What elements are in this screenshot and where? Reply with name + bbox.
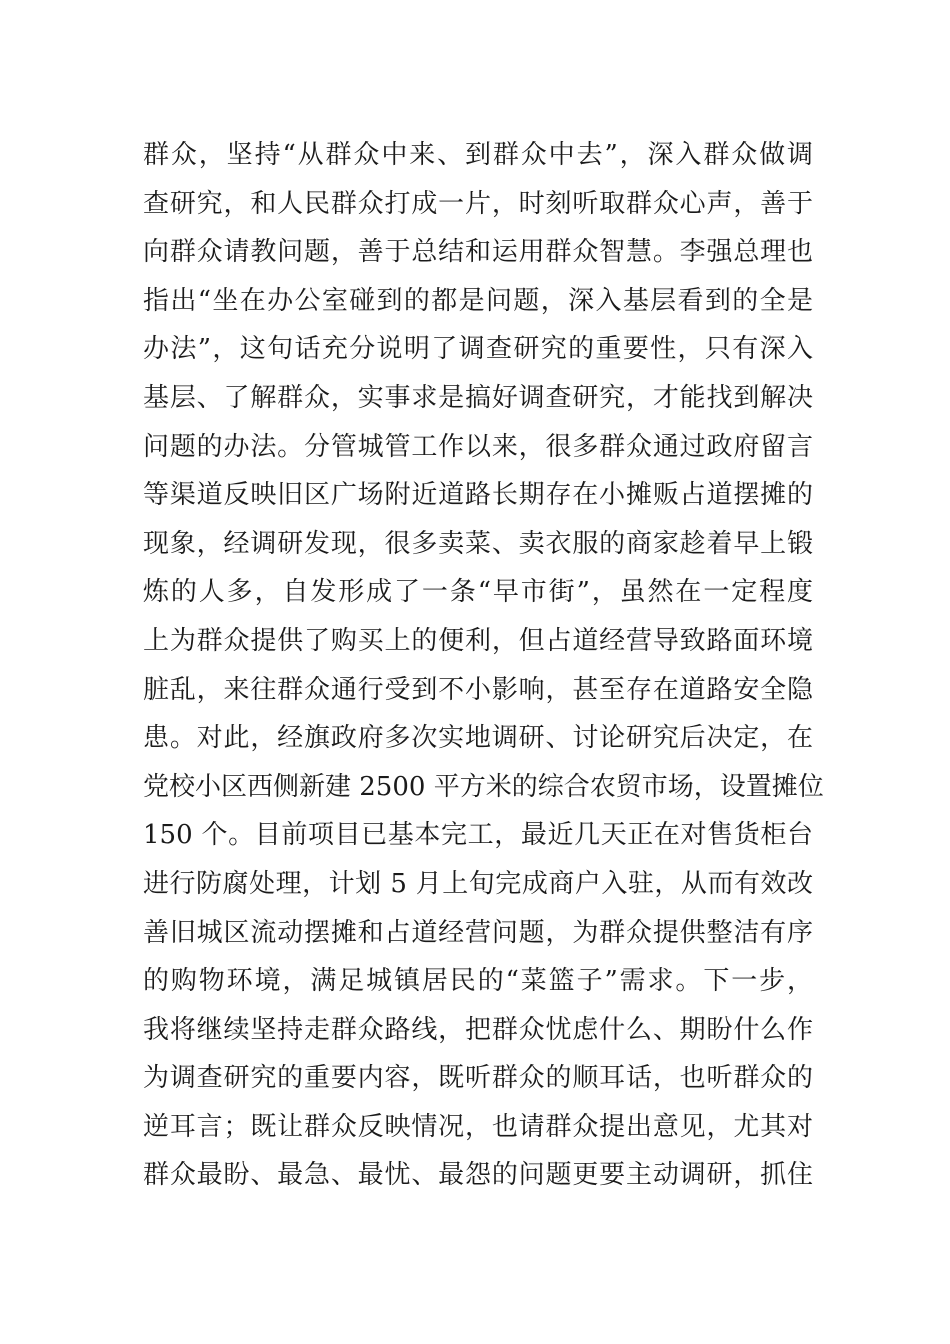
text-line-17: 善旧城区流动摆摊和占道经营问题，为群众提供整洁有序 (143, 917, 813, 948)
text-line-9: 现象，经调研发现，很多卖菜、卖衣服的商家趁着早上锻 (143, 528, 813, 559)
text-line-12: 脏乱，来往群众通行受到不小影响，甚至存在道路安全隐 (143, 674, 813, 705)
text-line-13: 患。对此，经旗政府多次实地调研、讨论研究后决定，在 (143, 723, 813, 754)
text-line-5: 办法”，这句话充分说明了调查研究的重要性，只有深入 (143, 334, 813, 365)
text-line-14: 党校小区西侧新建 2500 平方米的综合农贸市场，设置摊位 (143, 771, 824, 802)
text-line-19: 我将继续坚持走群众路线，把群众忧虑什么、期盼什么作 (143, 1014, 813, 1045)
text-line-8: 等渠道反映旧区广场附近道路长期存在小摊贩占道摆摊的 (143, 480, 813, 511)
text-line-18: 的购物环境，满足城镇居民的“菜篮子”需求。下一步， (143, 966, 813, 997)
text-line-1: 群众，坚持“从群众中来、到群众中去”，深入群众做调 (143, 140, 813, 170)
text-line-11: 上为群众提供了购买上的便利，但占道经营导致路面环境 (143, 625, 813, 656)
text-line-15: 150 个。目前项目已基本完工，最近几天正在对售货柜台 (143, 820, 813, 851)
text-line-20: 为调查研究的重要内容，既听群众的顺耳话，也听群众的 (143, 1063, 813, 1094)
text-line-7: 问题的办法。分管城管工作以来，很多群众通过政府留言 (143, 431, 813, 462)
text-line-16: 进行防腐处理，计划 5 月上旬完成商户入驻，从而有效改 (143, 868, 813, 899)
text-line-10: 炼的人多，自发形成了一条“早市街”，虽然在一定程度 (143, 577, 813, 608)
text-line-21: 逆耳言；既让群众反映情况，也请群众提出意见，尤其对 (143, 1111, 813, 1142)
text-line-3: 向群众请教问题，善于总结和运用群众智慧。李强总理也 (143, 237, 813, 268)
body-text (143, 131, 824, 1200)
text-line-4: 指出“坐在办公室碰到的都是问题，深入基层看到的全是 (143, 285, 813, 316)
text-line-2: 查研究，和人民群众打成一片，时刻听取群众心声，善于 (143, 188, 813, 219)
text-line-6: 基层、了解群众，实事求是搞好调查研究，才能找到解决 (143, 382, 813, 413)
text-line-22: 群众最盼、最急、最忧、最怨的问题更要主动调研，抓住 (143, 1160, 813, 1191)
